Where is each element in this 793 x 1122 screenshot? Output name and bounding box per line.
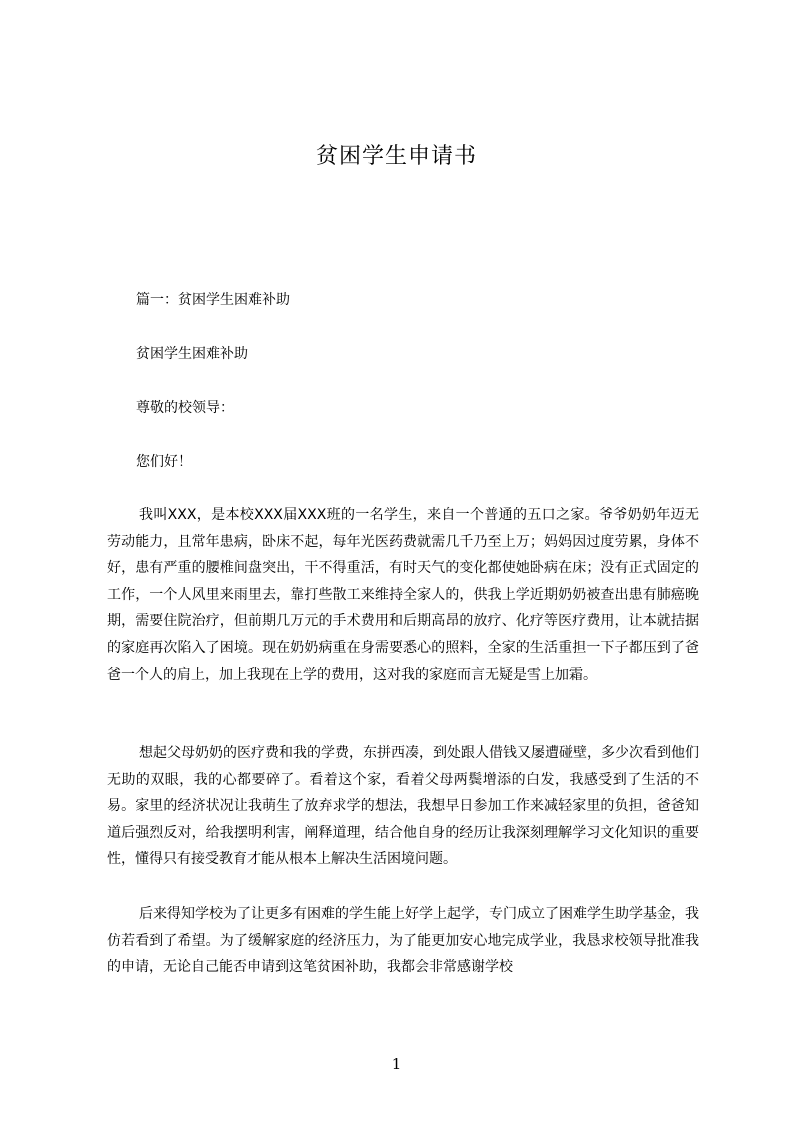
page-number: 1 [391, 1055, 402, 1073]
section-heading: 篇一：贫困学生困难补助 [136, 292, 290, 308]
salutation: 尊敬的校领导： [136, 400, 234, 416]
body-paragraph-2: 想起父母奶奶的医疗费和我的学费，东拼西凑，到处跟人借钱又屡遭碰壁，多少次看到他们无助的双眼，我的心都要碎了。看着这个家，看着父母两鬓增添的白发，我感受到了生活的不易。家里的经济状况让我萌生了放弃求学的想法，我想早日参加工作来减轻家里的负担，爸爸知道后强烈反对，给我摆明利害，阐释道理，结合他自身的经历让我深刻理解学习文化知识的重要性，懂得只有接受教育才能从根本上解决生活困境问题。 [107, 745, 699, 868]
body-paragraph-1: 我叫XXX，是本校XXX届XXX班的一名学生，来自一个普通的五口之家。爷爷奶奶年迈无劳动能力，且常年患病，卧床不起，每年光医药费就需几千乃至上万；妈妈因过度劳累，身体不好，患有严重的腰椎间盘突出，干不得重活，有时天气的变化都使她卧病在床；没有正式固定的工作，一个人风里来雨里去，靠打些散工来维持全家人的，供我上学近期奶奶被查出患有肺癌晚期，需要住院治疗，但前期几万元的手术费用和后期高昂的放疗、化疗等医疗费用，让本就拮据的家庭再次陷入了困境。现在奶奶病重在身需要悉心的照料，全家的生活重担一下子都压到了爸爸一个人的肩上，加上我现在上学的费用，这对我的家庭而言无疑是雪上加霜。 [107, 507, 699, 683]
document-title: 贫困学生申请书 [315, 144, 477, 169]
section-subheading: 贫困学生困难补助 [136, 346, 248, 362]
body-paragraph-3: 后来得知学校为了让更多有困难的学生能上好学上起学，专门成立了困难学生助学基金，我仿若看到了希望。为了缓解家庭的经济压力，为了能更加安心地完成学业，我恳求校领导批准我的申请，无论自己能否申请到这笔贫困补助，我都会非常感谢学校 [107, 906, 699, 976]
greeting: 您们好！ [136, 454, 192, 470]
